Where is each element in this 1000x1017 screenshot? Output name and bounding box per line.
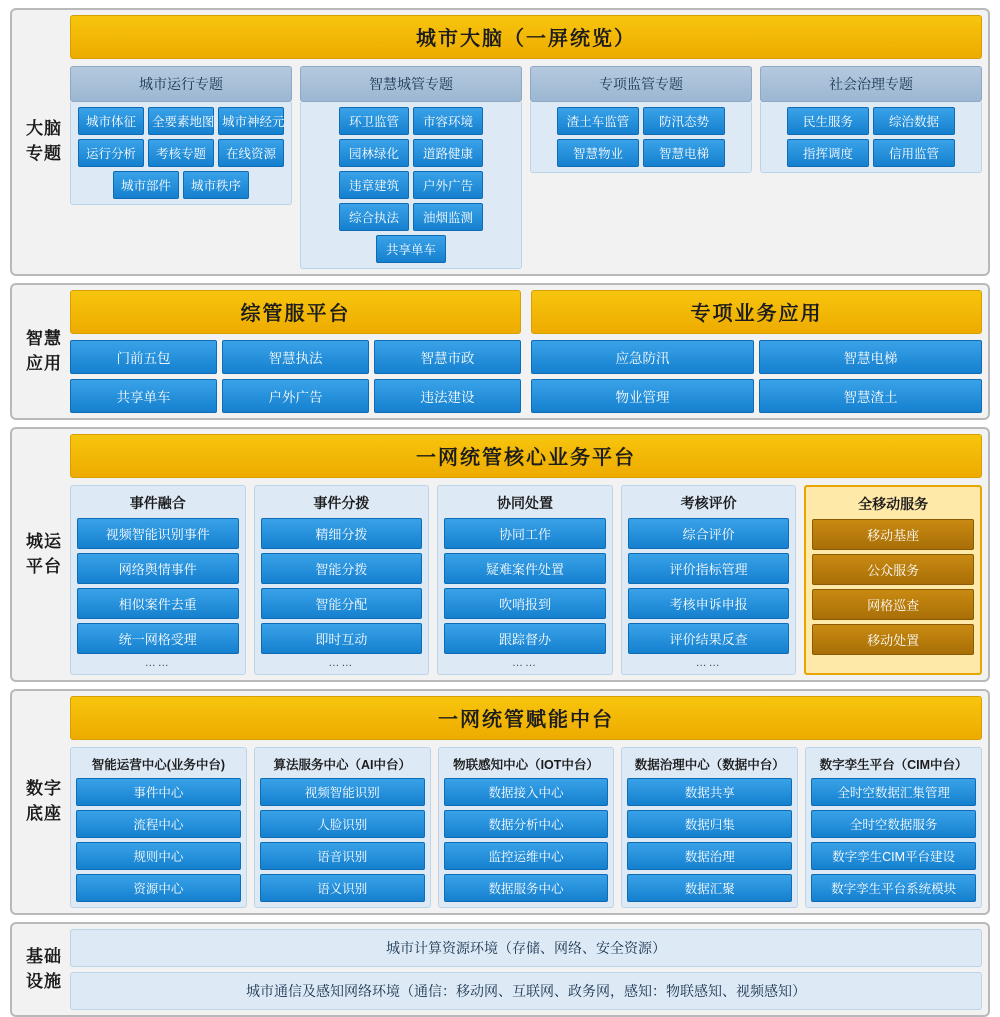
chip-item[interactable]: 市容环境: [413, 107, 483, 135]
column-header: 数字孪生平台（CIM中台）: [819, 758, 968, 772]
band-label-line2: 应用: [26, 353, 62, 373]
base-column-algorithm-service: [254, 747, 431, 908]
chip-item[interactable]: 数据分析中心: [444, 810, 609, 838]
chip-item[interactable]: 门前五包: [70, 340, 217, 374]
band-label-core: [18, 434, 70, 675]
band-label-line2: 专题: [26, 144, 62, 163]
band-label-smart: [18, 290, 70, 413]
chip-item[interactable]: 运行分析: [78, 139, 144, 167]
core-column-full-mobile-service: [804, 485, 982, 675]
core-column-event-fusion: [70, 485, 246, 675]
chip-item[interactable]: 数据归集: [627, 810, 792, 838]
column-header: 数据治理中心（数据中台）: [634, 758, 785, 772]
chip-item[interactable]: 监控运维中心: [444, 842, 609, 870]
chip-item[interactable]: 相似案件去重: [77, 588, 239, 619]
chip-item[interactable]: 语音识别: [260, 842, 425, 870]
chip-item[interactable]: 户外广告: [413, 171, 483, 199]
band-digital-base: [10, 689, 990, 915]
more-indicator: ……: [328, 657, 355, 669]
chip-item[interactable]: 事件中心: [76, 778, 241, 806]
chip-item[interactable]: 全时空数据汇集管理: [811, 778, 976, 806]
chip-item[interactable]: 数据接入中心: [444, 778, 609, 806]
column-header: 智慧城管专题: [300, 66, 522, 102]
chip-item[interactable]: 公众服务: [812, 554, 974, 585]
chip-item[interactable]: 移动基座: [812, 519, 974, 550]
chip-item[interactable]: 油烟监测: [413, 203, 483, 231]
chip-item[interactable]: 吹哨报到: [444, 588, 606, 619]
chip-item[interactable]: 共享单车: [376, 235, 446, 263]
brain-column-social-governance: [760, 66, 982, 269]
column-header: 事件融合: [129, 495, 186, 511]
brain-column-city-operation: [70, 66, 292, 269]
band-label-line1: 城运: [26, 531, 62, 551]
core-column-assessment: [621, 485, 797, 675]
chip-item[interactable]: 网格巡查: [812, 589, 974, 620]
column-header: 事件分拨: [313, 495, 370, 511]
base-column-data-governance: [621, 747, 798, 908]
chip-item[interactable]: 跟踪督办: [444, 623, 606, 654]
chip-item[interactable]: 语义识别: [260, 874, 425, 902]
band-label-line1: 大脑: [26, 119, 62, 139]
smart-title: 综管服平台: [70, 290, 521, 334]
chip-item[interactable]: 在线资源: [218, 139, 284, 167]
base-column-intelligent-operation: [70, 747, 247, 908]
band-label-line2: 设施: [26, 971, 62, 991]
chip-item[interactable]: 智慧执法: [222, 340, 369, 374]
column-header: 城市运行专题: [70, 66, 292, 102]
smart-column-special-business: [531, 290, 982, 413]
chip-item[interactable]: 信用监管: [873, 139, 955, 167]
chip-item[interactable]: 人脸识别: [260, 810, 425, 838]
chip-item[interactable]: 视频智能识别: [260, 778, 425, 806]
chip-item[interactable]: 规则中心: [76, 842, 241, 870]
chip-item[interactable]: 数据汇聚: [627, 874, 792, 902]
column-header: 协同处置: [496, 495, 553, 511]
smart-title: 专项业务应用: [531, 290, 982, 334]
chip-item[interactable]: 民生服务: [787, 107, 869, 135]
chip-item[interactable]: 物业管理: [531, 379, 754, 413]
chip-item[interactable]: 数据服务中心: [444, 874, 609, 902]
band-label-base: [18, 696, 70, 908]
chip-item[interactable]: 考核专题: [148, 139, 214, 167]
core-column-collaborative-handling: [437, 485, 613, 675]
base-column-iot-perception: [438, 747, 615, 908]
base-column-digital-twin: [805, 747, 982, 908]
base-title: 一网统管赋能中台: [70, 696, 982, 740]
column-header: 社会治理专题: [760, 66, 982, 102]
chip-item[interactable]: 城市体征: [78, 107, 144, 135]
chip-item[interactable]: 资源中心: [76, 874, 241, 902]
chip-item[interactable]: 指挥调度: [787, 139, 869, 167]
chip-item[interactable]: 智慧电梯: [643, 139, 725, 167]
chip-item[interactable]: 应急防汛: [531, 340, 754, 374]
chip-item[interactable]: 全要素地图: [148, 107, 214, 135]
chip-item[interactable]: 数据治理: [627, 842, 792, 870]
chip-item[interactable]: 城市秩序: [183, 171, 249, 199]
band-label-line2: 平台: [26, 556, 62, 576]
more-indicator: ……: [144, 657, 171, 669]
chip-item[interactable]: 数字孪生平台系统模块: [811, 874, 976, 902]
column-header: 专项监管专题: [530, 66, 752, 102]
infra-row-network: 城市通信及感知网络环境（通信：移动网、互联网、政务网，感知：物联感知、视频感知）: [70, 972, 982, 1010]
column-header: 智能运营中心(业务中台): [91, 758, 226, 772]
chip-item[interactable]: 户外广告: [222, 379, 369, 413]
chip-item[interactable]: 共享单车: [70, 379, 217, 413]
chip-item[interactable]: 疑难案件处置: [444, 553, 606, 584]
band-label-line1: 基础: [26, 946, 62, 966]
infra-row-compute: 城市计算资源环境（存储、网络、安全资源）: [70, 929, 982, 967]
chip-item[interactable]: 城市神经元: [218, 107, 284, 135]
chip-item[interactable]: 综合评价: [628, 518, 790, 549]
more-indicator: ……: [511, 657, 538, 669]
column-header: 算法服务中心（AI中台）: [273, 758, 411, 772]
chip-item[interactable]: 考核申诉申报: [628, 588, 790, 619]
band-smart-applications: [10, 283, 990, 420]
chip-item[interactable]: 智慧市政: [374, 340, 521, 374]
chip-item[interactable]: 流程中心: [76, 810, 241, 838]
chip-item[interactable]: 智慧电梯: [759, 340, 982, 374]
chip-item[interactable]: 城市部件: [113, 171, 179, 199]
chip-item[interactable]: 数据共享: [627, 778, 792, 806]
more-indicator: ……: [695, 657, 722, 669]
chip-item[interactable]: 精细分拨: [261, 518, 423, 549]
chip-item[interactable]: 全时空数据服务: [811, 810, 976, 838]
core-column-event-dispatch: [254, 485, 430, 675]
chip-item[interactable]: 渣土车监管: [557, 107, 639, 135]
chip-item[interactable]: 违法建设: [374, 379, 521, 413]
column-header: 物联感知中心（IOT中台）: [453, 758, 599, 772]
chip-item[interactable]: 视频智能识别事件: [77, 518, 239, 549]
brain-column-special-supervision: [530, 66, 752, 269]
chip-item[interactable]: 综治数据: [873, 107, 955, 135]
band-core-platform: [10, 427, 990, 682]
column-header: 考核评价: [680, 495, 737, 511]
chip-item[interactable]: 违章建筑: [339, 171, 409, 199]
chip-item[interactable]: 评价指标管理: [628, 553, 790, 584]
more-indicator: [812, 659, 974, 661]
chip-item[interactable]: 移动处置: [812, 624, 974, 655]
band-label-line1: 数字: [26, 779, 62, 799]
smart-column-integrated-platform: [70, 290, 521, 413]
chip-item[interactable]: 网络舆情事件: [77, 553, 239, 584]
brain-title: 城市大脑（一屏统览）: [70, 15, 982, 59]
core-title: 一网统管核心业务平台: [70, 434, 982, 478]
chip-item[interactable]: 道路健康: [413, 139, 483, 167]
chip-item[interactable]: 智能分配: [261, 588, 423, 619]
chip-item[interactable]: 园林绿化: [339, 139, 409, 167]
chip-item[interactable]: 评价结果反查: [628, 623, 790, 654]
chip-item[interactable]: 协同工作: [444, 518, 606, 549]
band-city-brain: [10, 8, 990, 276]
chip-item[interactable]: 智能分拨: [261, 553, 423, 584]
chip-item[interactable]: 防汛态势: [643, 107, 725, 135]
chip-item[interactable]: 环卫监管: [339, 107, 409, 135]
brain-column-smart-urban-management: [300, 66, 522, 269]
chip-item[interactable]: 综合执法: [339, 203, 409, 231]
chip-item[interactable]: 统一网格受理: [77, 623, 239, 654]
band-label-line1: 智慧: [26, 328, 62, 348]
band-infrastructure: [10, 922, 990, 1017]
band-label-brain: [18, 15, 70, 269]
column-header: 全移动服务: [858, 496, 929, 512]
chip-item[interactable]: 即时互动: [261, 623, 423, 654]
chip-item[interactable]: 数字孪生CIM平台建设: [811, 842, 976, 870]
band-label-infra: [18, 929, 70, 1010]
chip-item[interactable]: 智慧物业: [557, 139, 639, 167]
chip-item[interactable]: 智慧渣土: [759, 379, 982, 413]
band-label-line2: 底座: [26, 804, 62, 823]
